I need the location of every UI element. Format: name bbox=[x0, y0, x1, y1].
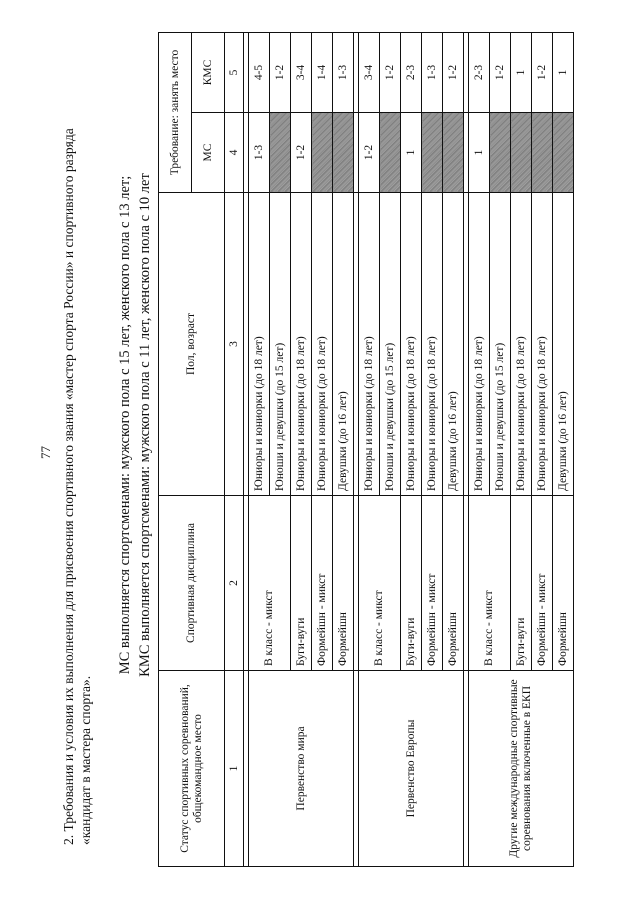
section-heading bbox=[60, 85, 94, 845]
header-discipline: Спортивная дисциплина bbox=[159, 496, 225, 671]
discipline-cell: Буги-вуги bbox=[291, 496, 312, 671]
ms-cell-shaded bbox=[532, 113, 553, 193]
gender-age-cell: Юноши и девушки (до 15 лет) bbox=[490, 193, 511, 496]
kms-place-cell: 3-4 bbox=[291, 32, 312, 112]
heading-line-2: «кандидат в мастера спорта». bbox=[78, 675, 93, 845]
status-cell: Первенство Европы bbox=[359, 671, 464, 867]
kms-place-cell: 1-4 bbox=[312, 32, 333, 112]
ms-cell-shaded bbox=[490, 113, 511, 193]
page-number: 77 bbox=[38, 446, 53, 459]
kms-place-cell: 2-3 bbox=[401, 32, 422, 112]
discipline-cell: Буги-вуги bbox=[511, 496, 532, 671]
column-number: 1 bbox=[225, 671, 244, 867]
ms-cell-shaded bbox=[270, 113, 291, 193]
ms-cell-shaded bbox=[422, 113, 443, 193]
discipline-cell: Формейшн - микст bbox=[532, 496, 553, 671]
kms-place-cell: 3-4 bbox=[359, 32, 380, 112]
header-ms: МС bbox=[192, 113, 225, 193]
gender-age-cell: Юноши и девушки (до 15 лет) bbox=[270, 193, 291, 496]
kms-place-cell: 1-3 bbox=[333, 32, 354, 112]
heading-line-1: 2. Требования и условия их выполнения для присвоения спортивного звания «мастер спорта России» и спортивного разряда bbox=[61, 128, 76, 845]
column-number: 5 bbox=[225, 32, 244, 112]
requirements-table bbox=[158, 32, 574, 867]
kms-place-cell: 4-5 bbox=[249, 32, 270, 112]
kms-place-cell: 1-3 bbox=[422, 32, 443, 112]
kms-place-cell: 1-2 bbox=[443, 32, 464, 112]
ms-cell-shaded bbox=[511, 113, 532, 193]
ms-place-cell: 1 bbox=[469, 113, 490, 193]
gender-age-cell: Девушки (до 16 лет) bbox=[333, 193, 354, 496]
column-number: 4 bbox=[225, 113, 244, 193]
header-status: Статус спортивных соревнований, общекомандное место bbox=[159, 671, 225, 867]
kms-place-cell: 1-2 bbox=[270, 32, 291, 112]
gender-age-cell: Юниоры и юниорки (до 18 лет) bbox=[291, 193, 312, 496]
table-body bbox=[244, 32, 574, 866]
column-number: 2 bbox=[225, 496, 244, 671]
kms-place-cell: 1-2 bbox=[532, 32, 553, 112]
gender-age-cell: Девушки (до 16 лет) bbox=[553, 193, 574, 496]
kms-age-note: КМС выполняется спортсменами: мужского пола с 11 лет, женского пола с 10 лет bbox=[137, 173, 153, 677]
status-cell: Первенство мира bbox=[249, 671, 354, 867]
header-kms: КМС bbox=[192, 32, 225, 112]
discipline-cell: Формейшн bbox=[333, 496, 354, 671]
discipline-cell: Буги-вуги bbox=[401, 496, 422, 671]
table-row bbox=[249, 32, 270, 866]
ms-place-cell: 1-2 bbox=[359, 113, 380, 193]
kms-place-cell: 1-2 bbox=[490, 32, 511, 112]
gender-age-cell: Юниоры и юниорки (до 18 лет) bbox=[532, 193, 553, 496]
discipline-cell: Формейшн - микст bbox=[312, 496, 333, 671]
kms-place-cell: 1-2 bbox=[380, 32, 401, 112]
discipline-cell: В класс - микст bbox=[359, 496, 401, 671]
header-gender-age: Пол, возраст bbox=[159, 193, 225, 496]
table-row bbox=[359, 32, 380, 866]
discipline-cell: В класс - микст bbox=[249, 496, 291, 671]
gender-age-cell: Юниоры и юниорки (до 18 лет) bbox=[249, 193, 270, 496]
gender-age-cell: Юноши и девушки (до 15 лет) bbox=[380, 193, 401, 496]
ms-cell-shaded bbox=[333, 113, 354, 193]
kms-place-cell: 1 bbox=[553, 32, 574, 112]
gender-age-cell: Юниоры и юниорки (до 18 лет) bbox=[511, 193, 532, 496]
gender-age-cell: Юниоры и юниорки (до 18 лет) bbox=[359, 193, 380, 496]
discipline-cell: Формейшн bbox=[443, 496, 464, 671]
kms-place-cell: 1 bbox=[511, 32, 532, 112]
kms-place-cell: 2-3 bbox=[469, 32, 490, 112]
gender-age-cell: Девушки (до 16 лет) bbox=[443, 193, 464, 496]
header-requirement: Требование: занять место bbox=[159, 32, 192, 192]
column-number: 3 bbox=[225, 193, 244, 496]
discipline-cell: Формейшн bbox=[553, 496, 574, 671]
ms-cell-shaded bbox=[312, 113, 333, 193]
gender-age-cell: Юниоры и юниорки (до 18 лет) bbox=[401, 193, 422, 496]
ms-place-cell: 1 bbox=[401, 113, 422, 193]
discipline-cell: Формейшн - микст bbox=[422, 496, 443, 671]
ms-place-cell: 1-3 bbox=[249, 113, 270, 193]
ms-place-cell: 1-2 bbox=[291, 113, 312, 193]
ms-cell-shaded bbox=[443, 113, 464, 193]
gender-age-cell: Юниоры и юниорки (до 18 лет) bbox=[422, 193, 443, 496]
discipline-cell: В класс - микст bbox=[469, 496, 511, 671]
status-cell: Другие международные спортивные соревнования включенные в ЕКП bbox=[469, 671, 574, 867]
gender-age-cell: Юниоры и юниорки (до 18 лет) bbox=[469, 193, 490, 496]
table-row bbox=[469, 32, 490, 866]
ms-age-note: МС выполняется спортсменами: мужского пола с 15 лет, женского пола с 13 лет; bbox=[117, 175, 133, 675]
ms-cell-shaded bbox=[380, 113, 401, 193]
ms-cell-shaded bbox=[553, 113, 574, 193]
gender-age-cell: Юниоры и юниорки (до 18 лет) bbox=[312, 193, 333, 496]
